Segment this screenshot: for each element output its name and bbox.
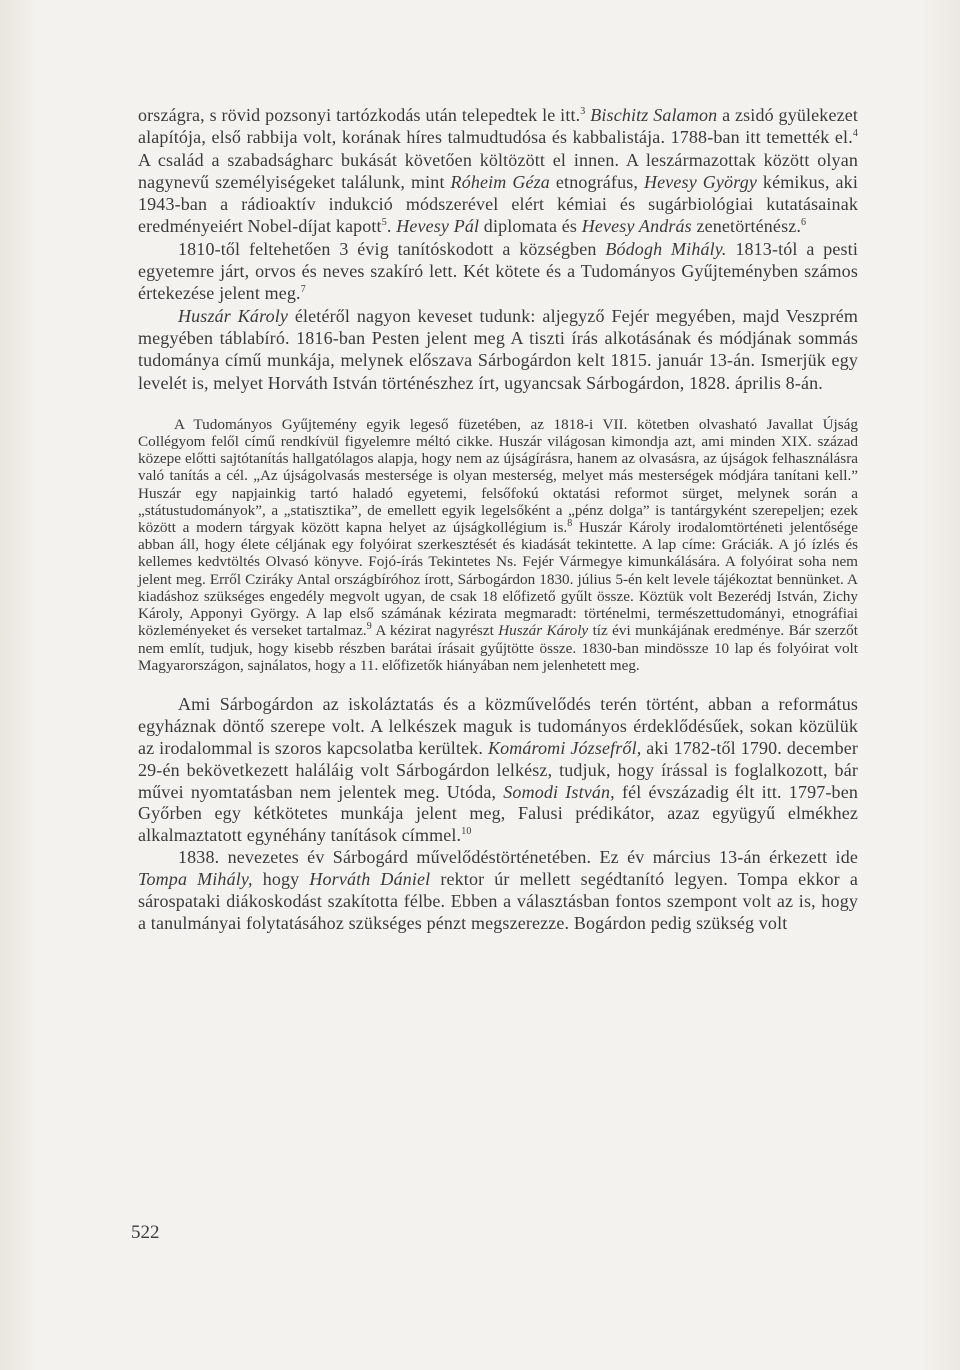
text-run: kémikus, aki 1943-ban a rádioaktív indukció módszerével elért kémiai és sugárbiológiai kutatásainak eredményeiért Nobel-díjat kapott (138, 171, 858, 237)
small-paragraph (138, 416, 858, 674)
text-run: rektor úr mellett segédtanító legyen. Tompa ekkor a sárospataki diákoskodást szakította félbe. Ebben a választásban fontos szempont volt az is, hogy a tanulmányai folytatásához szükséges pénzt megszerezze. Bogárdon pedig szükség volt (138, 869, 858, 933)
text-run: 1813-tól a pesti egyetemre járt, orvos és neves szakíró lett. Két kötete és a Tudományos Gyűjteményben számos értekezése jelent meg. (138, 238, 858, 304)
text-run: Huszár Károly irodalomtörténeti jelentősége abban áll, hogy élete céljának egy folyóirat szerkesztését és kiadását tekintette. A lap címe: Gráciák. A jó ízlés és kellemes kedvtöltés Olvasó könyve. Fojó-írás Tekintetes Ns. Fejér Vármegye kimunkálására. A folyóirat soha nem jelent meg. Erről Cziráky Antal országbíróhoz írott, Sárbogárdon 1830. július 5-én kelt levele tájékoztat bennünket. A kiadáshoz szükséges engedély megvolt ugyan, de csak 18 előfizető gyűlt össze. Köztük volt Bezerédj István, Zichy Károly, Apponyi György. A lap első számának kézirata megmaradt: történelmi, természettudományi, etnográfiai közleményeket és verseket tartalmaz. (138, 519, 859, 640)
italic-name: Huszár Károly (178, 305, 289, 326)
footnote-ref: 7 (300, 284, 306, 296)
text-run: A kézirat nagyrészt (371, 622, 499, 640)
main-text-bottom (138, 694, 858, 935)
italic-name: Hevesy Pál (396, 216, 480, 237)
italic-name: Bódogh Mihály. (605, 238, 727, 259)
document-page (138, 104, 858, 935)
text-run: diplomata és (479, 216, 582, 237)
text-run: 1810-től feltehetően 3 évig tanítóskodott a községben (178, 238, 606, 259)
text-run: . (386, 216, 397, 237)
paragraph (138, 238, 858, 305)
page-number: 522 (131, 1222, 160, 1243)
italic-name: Hevesy András (581, 216, 692, 237)
italic-name: Bischitz Salamon (590, 105, 718, 125)
italic-name: Róheim Géza (450, 171, 550, 192)
text-run: Ami Sárbogárdon az iskoláztatás és a közművelődés terén történt, abban a református egyháznak döntő szerepe volt. A lelkészek maguk is tudományos érdeklődésűek, sokan közülük az irodalommal is szoros kapcsolatba kerültek. (138, 693, 858, 758)
paragraph (138, 694, 858, 847)
text-run: életéről nagyon keveset tudunk: aljegyző Fejér megyében, majd Veszprém megyében táblabíró. 1816-ban Pesten jelent meg A tiszti írás alkotásának és módjának sommás tudománya című munkája, melynek előszava Sárbogárdon kelt 1815. január 13-án. Ismerjük egy levelét is, melyet Horváth István történészhez írt, ugyancsak Sárbogárdon, 1828. április 8-án. (138, 305, 859, 393)
italic-name: Komáromi Józsefről, (487, 737, 642, 758)
text-run: a zsidó gyülekezet alapítója, első rabbija volt, korának híres talmudtudósa és kabbalistája. 1788-ban itt temették el. (138, 105, 859, 148)
footnote-ref: 10 (461, 826, 472, 838)
paragraph (138, 847, 858, 935)
footnote-ref: 4 (852, 128, 858, 140)
italic-name: Horváth Dániel (309, 869, 431, 890)
paragraph (138, 305, 858, 394)
text-run: 1838. nevezetes év Sárbogárd művelődéstörténetében. Ez év március 13-án érkezett ide (178, 847, 858, 868)
footnote-ref: 8 (567, 518, 573, 530)
footnote-ref: 3 (580, 106, 586, 117)
footnote-ref: 9 (366, 621, 372, 633)
italic-name: Hevesy György (643, 171, 757, 192)
text-run: fél évszázadig élt itt. 1797-ben Győrben egy kétkötetes munkája jelent meg, Falusi prédikátor, azaz együgyű elmékhez alkalmaztatott egynéhány tanítások címmel. (138, 781, 858, 846)
paragraph (138, 104, 858, 238)
text-run: tíz évi munkájának eredménye. Bár szerzőt nem említ, tudjuk, hogy kisebb részben barátai írásait gyűjtötte össze. 1830-ban mindössze 10 lap és folyóirat volt Magyarországon, sajnálatos, hogy a 11. előfizetők hiányában nem jelenhetett meg. (138, 622, 858, 674)
italic-name: Tompa Mihály, (138, 869, 253, 890)
footnote-ref: 6 (801, 217, 807, 229)
text-run: zenetörténész. (691, 216, 802, 237)
main-text-top (138, 104, 858, 394)
text-run: aki 1782-től 1790. december 29-én bekövetkezett haláláig volt Sárbogárdon lelkész, tudjuk, hogy írással is foglalkozott, bár művei nyomtatásban nem jelentek meg. Utóda, (138, 737, 859, 802)
text-run: országra, s rövid pozsonyi tartózkodás után telepedtek le itt. (138, 105, 581, 125)
text-run: etnográfus, (549, 171, 644, 192)
italic-name: Huszár Károly (498, 622, 589, 640)
italic-name: Somodi István, (503, 781, 615, 802)
text-run: A Tudományos Gyűjtemény egyik legeső füzetében, az 1818-i VII. kötetben olvasható Javallat Újság Collégyom felől című rendkívül figyelemre méltó cikke. Huszár világosan kimondja azt, ami minden XIX. század közepe előtti sajtótanítás hallgatólagos alapja, hogy nem az újságírásra, hanem az olvasásra, az újságok felhasználásra való tanítás a cél. „Az újságolvasás mestersége is olyan mesterség, melyet más mesterségek módjára tanítani kell.” Huszár egy napjainkig tartó haladó egyetemi, felsőfokú oktatási reformot sürget, melynek során a „státustudományok”, a „statisztika”, de emellett egyik legelsőként a „pénz dolga” is tantárgyként szerepeljen; ezek között a modern tárgyak között kapna helyet az újságkollégium is. (138, 415, 858, 537)
footnote-ref: 5 (381, 217, 387, 229)
small-print-block (138, 416, 858, 674)
text-run: A család a szabadságharc bukását követően költözött el innen. A leszármazottak között olyan nagynevű személyiségeket találunk, mint (138, 149, 858, 192)
text-run: hogy (252, 869, 310, 890)
